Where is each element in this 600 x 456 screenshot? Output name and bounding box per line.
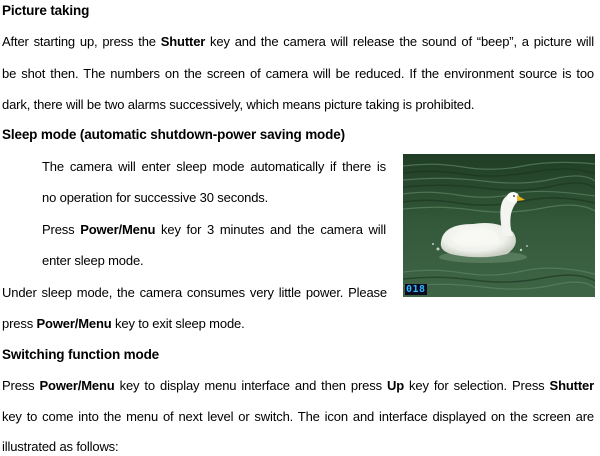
text-segment: key for selection. Press [404, 378, 550, 393]
sleep-mode-heading: Sleep mode (automatic shutdown-power saving mode) [2, 127, 345, 142]
shutter-key-name: Shutter [549, 378, 594, 393]
sleep-mode-line-1: The camera will enter sleep mode automatically if there is [42, 159, 386, 174]
text-segment: key to exit sleep mode. [111, 316, 245, 331]
power-menu-key-name: Power/Menu [36, 316, 112, 331]
shutter-key-name: Shutter [160, 34, 206, 49]
text-segment: Press [42, 222, 81, 237]
text-segment: key to display menu interface and then press [114, 378, 387, 393]
sleep-mode-line-5: Under sleep mode, the camera consumes very little power. Please [2, 285, 387, 300]
picture-taking-line-2: be shot then. The numbers on the screen of camera will be reduced. If the environment source is too [2, 66, 594, 81]
power-menu-key-name: Power/Menu [39, 378, 115, 393]
swan-on-water-image [403, 154, 595, 297]
switching-mode-line-2: key to come into the menu of next level or switch. The icon and interface displayed on the screen are [2, 409, 594, 424]
text-segment: key and the camera will release the sound of “beep”, a picture will [205, 34, 594, 49]
switching-mode-line-1 [2, 377, 594, 395]
sleep-mode-line-2: no operation for successive 30 seconds. [42, 190, 269, 205]
text-segment: Press [2, 378, 40, 393]
text-segment: press [2, 316, 37, 331]
sleep-mode-line-6 [2, 315, 245, 333]
switching-mode-heading: Switching function mode [2, 347, 160, 362]
switching-mode-line-3: illustrated as follows: [2, 439, 119, 454]
sleep-mode-line-3 [42, 221, 386, 239]
picture-taking-line-3: dark, there will be two alarms successively, which means picture taking is prohibited. [2, 97, 475, 112]
power-menu-key-name: Power/Menu [80, 222, 156, 237]
up-key-name: Up [386, 378, 405, 393]
camera-screen-photo [403, 154, 595, 297]
picture-taking-heading: Picture taking [2, 3, 90, 18]
shot-counter-display: 018 [406, 284, 426, 295]
text-segment: After starting up, press the [2, 34, 161, 49]
text-segment: key for 3 minutes and the camera will [155, 222, 386, 237]
picture-taking-line-1 [2, 33, 594, 51]
sleep-mode-line-4: enter sleep mode. [42, 253, 144, 268]
